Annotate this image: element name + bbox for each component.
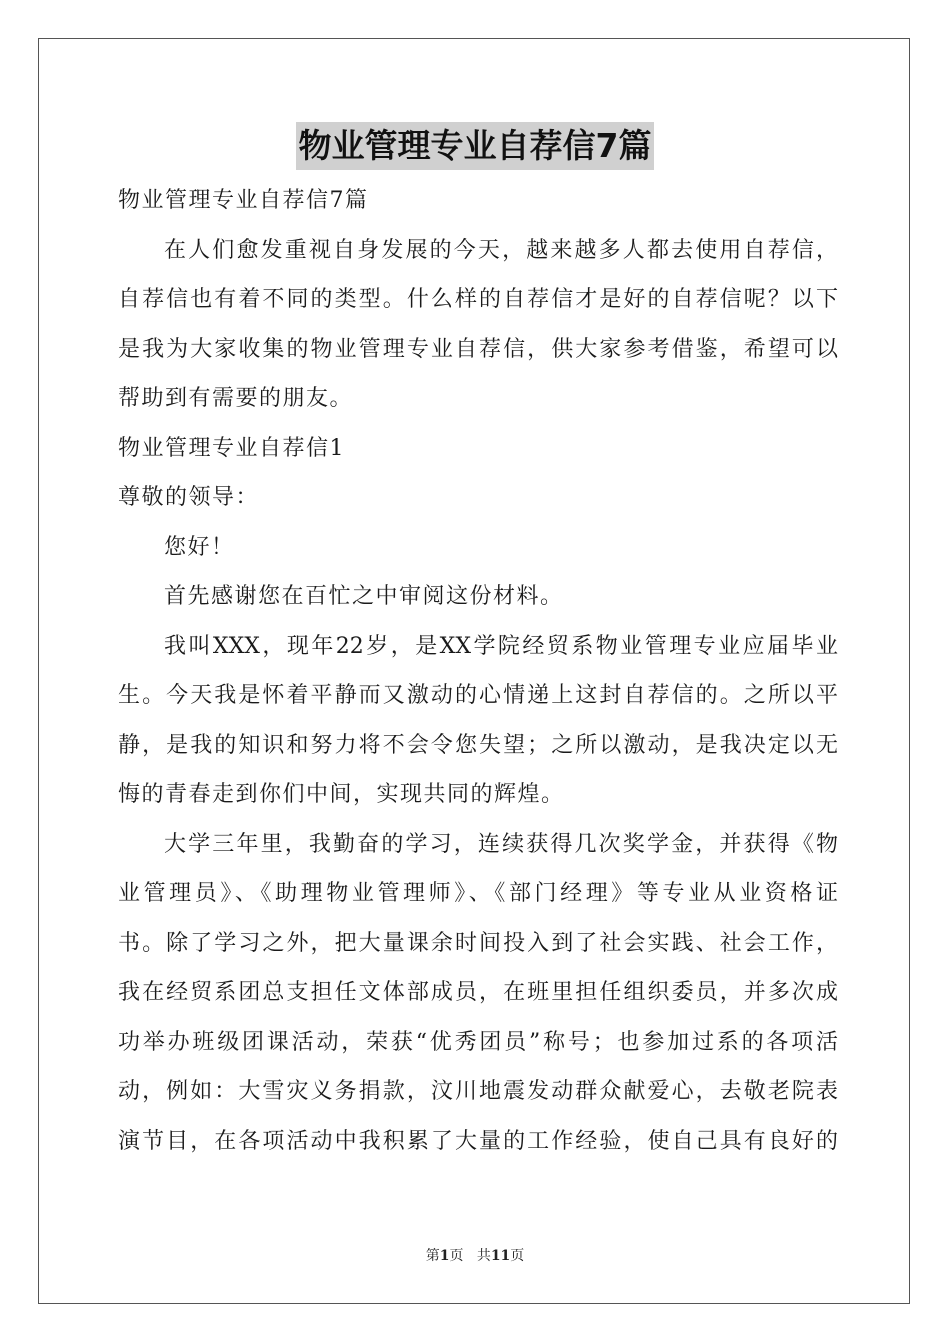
text-line: 悔的青春走到你们中间，实现共同的辉煌。 [118, 782, 565, 807]
text-line: 书。除了学习之外，把大量课余时间投入到了社会实践、社会工作， [118, 930, 838, 956]
text-line: 自荐信也有着不同的类型。什么样的自荐信才是好的自荐信呢？以下 [118, 287, 838, 312]
text-line: 物业管理专业自荐信1 [118, 435, 345, 461]
document-title: 物业管理专业自荐信7篇 [296, 122, 655, 170]
text-line: 帮助到有需要的朋友。 [118, 386, 354, 411]
page-footer [0, 1246, 950, 1266]
total-pages: 11 [490, 1248, 511, 1264]
text-line: 业管理员》、《助理物业管理师》、《部门经理》等专业从业资格证 [118, 881, 838, 906]
text-line: 在人们愈发重视自身发展的今天，越来越多人都去使用自荐信， [164, 237, 838, 263]
text-line: 大学三年里，我勤奋的学习，连续获得几次奖学金，并获得《物 [164, 831, 838, 857]
page-prefix: 第 [425, 1248, 440, 1264]
text-line: 首先感谢您在百忙之中审阅这份材料。 [164, 584, 564, 609]
text-line: 尊敬的领导： [118, 485, 260, 510]
text-line: 动，例如：大雪灾义务捐款，汶川地震发动群众献爱心，去敬老院表 [118, 1079, 838, 1104]
text-line: 我在经贸系团总支担任文体部成员，在班里担任组织委员，并多次成 [118, 980, 838, 1005]
text-line: 演节目，在各项活动中我积累了大量的工作经验，使自己具有良好的 [118, 1128, 838, 1154]
document-body [118, 176, 838, 1166]
text-line: 是我为大家收集的物业管理专业自荐信，供大家参考借鉴，希望可以 [118, 336, 838, 362]
total-prefix: 共 [476, 1248, 491, 1264]
text-line: 我叫XXX，现年22岁，是XX学院经贸系物业管理专业应届毕业 [164, 633, 838, 659]
text-line: 功举办班级团课活动，荣获“优秀团员”称号；也参加过系的各项活 [118, 1029, 838, 1055]
text-line: 您好！ [164, 534, 235, 560]
text-line: 生。今天我是怀着平静而又激动的心情递上这封自荐信的。之所以平 [118, 683, 838, 708]
text-line: 静，是我的知识和努力将不会令您失望；之所以激动，是我决定以无 [118, 732, 838, 758]
page-number: 1 [439, 1248, 450, 1264]
total-suffix: 页 [510, 1248, 525, 1264]
page-suffix: 页 [449, 1248, 464, 1264]
title-container [0, 122, 950, 170]
text-line: 物业管理专业自荐信7篇 [118, 188, 369, 213]
